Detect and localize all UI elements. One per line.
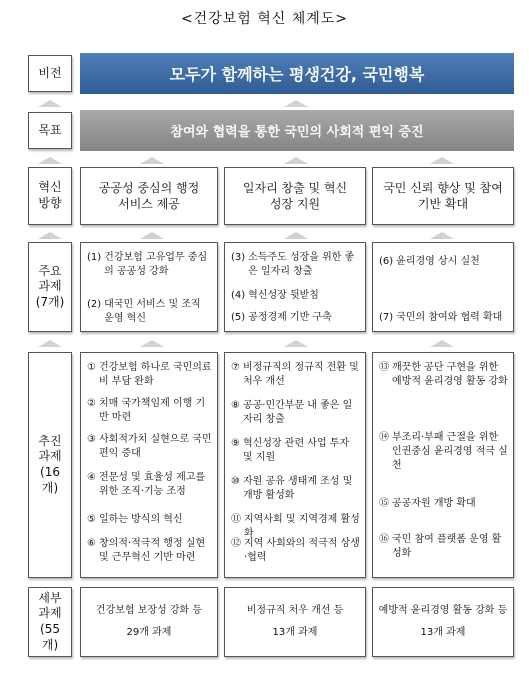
list-item bbox=[87, 513, 213, 527]
item-number: ⑩ bbox=[231, 476, 240, 487]
item-number: ⑦ bbox=[231, 362, 240, 373]
item-number: (6) bbox=[379, 256, 394, 267]
item-text: 공공자원 개방 확대 bbox=[392, 498, 476, 509]
up-arrow bbox=[430, 340, 454, 347]
detail-task-summary: 비정규직 처우 개선 등 bbox=[246, 605, 344, 616]
row-label-vision: 비전 bbox=[28, 55, 72, 92]
list-item bbox=[379, 255, 509, 269]
list-item bbox=[231, 437, 361, 465]
item-number: ⑯ bbox=[379, 534, 389, 545]
main-tasks-col-2 bbox=[224, 242, 366, 332]
item-number: ⑭ bbox=[379, 432, 389, 443]
detail-task-count: 13개 과제 bbox=[272, 627, 318, 638]
diagram-title: <건강보험 혁신 체계도> bbox=[180, 11, 349, 27]
item-number: ⑫ bbox=[231, 538, 241, 549]
up-arrow bbox=[38, 340, 62, 347]
item-text: 부조리·부패 근절을 위한 인권중심 윤리경영 적극 실천 bbox=[392, 432, 508, 471]
list-item bbox=[379, 361, 509, 389]
main-tasks-col-1 bbox=[80, 242, 218, 332]
direction-box-1: 공공성 중심의 행정 서비스 제공 bbox=[80, 167, 218, 225]
direction-box-2: 일자리 창출 및 혁신 성장 지원 bbox=[224, 167, 366, 225]
list-item bbox=[87, 537, 213, 565]
list-item bbox=[87, 471, 213, 499]
item-text: 지역사회 및 지역경제 활성화 bbox=[244, 514, 360, 539]
list-item bbox=[231, 537, 361, 565]
list-item bbox=[379, 497, 509, 511]
list-item bbox=[87, 433, 213, 461]
item-number: (2) bbox=[87, 299, 102, 310]
up-arrow bbox=[284, 340, 308, 347]
item-text: 치매 국가책임제 이행 기반 마련 bbox=[98, 398, 206, 423]
row-label-main-tasks: 주요 과제 (7개) bbox=[28, 242, 72, 332]
item-text: 윤리경영 상시 실천 bbox=[396, 256, 480, 267]
goal-banner: 참여와 협력을 통한 국민의 사회적 편익 증진 bbox=[80, 110, 514, 151]
item-number: ⑤ bbox=[87, 514, 96, 525]
up-arrow bbox=[38, 100, 62, 107]
up-arrow bbox=[140, 340, 164, 347]
item-text: 소득주도 성장을 위한 좋은 일자리 창출 bbox=[248, 252, 355, 277]
item-text: 전문성 및 효율성 제고를 위한 조직·기능 조정 bbox=[98, 472, 206, 497]
direction-box-3: 국민 신뢰 향상 및 참여 기반 확대 bbox=[372, 167, 514, 225]
item-text: 건강보험 하나로 국민의료비 부담 완화 bbox=[98, 362, 212, 387]
detail-tasks-col-3 bbox=[372, 587, 514, 657]
item-number: (5) bbox=[231, 312, 246, 323]
main-tasks-col-3 bbox=[372, 242, 514, 332]
item-number: ② bbox=[87, 398, 96, 409]
item-text: 비정규직의 정규직 전환 및 처우 개선 bbox=[242, 362, 359, 387]
item-number: ④ bbox=[87, 472, 96, 483]
detail-task-count: 29개 과제 bbox=[126, 627, 172, 638]
item-number: ⑪ bbox=[231, 514, 241, 525]
up-arrow bbox=[38, 157, 62, 164]
item-text: 대국민 서비스 및 조직 운영 혁신 bbox=[104, 299, 201, 324]
row-label-direction: 혁신 방향 bbox=[28, 167, 72, 225]
item-text: 창의적·적극적 행정 실현 및 근무혁신 기반 마련 bbox=[98, 538, 206, 563]
item-text: 공공·민간부문 내 좋은 일자리 창출 bbox=[242, 400, 353, 425]
detail-tasks-col-2 bbox=[224, 587, 366, 657]
item-text: 공정경제 기반 구축 bbox=[248, 312, 332, 323]
up-arrow bbox=[284, 100, 308, 107]
promotion-tasks-col-1 bbox=[80, 352, 218, 578]
item-number: ⑨ bbox=[231, 438, 240, 449]
item-text: 혁신성장 뒷받침 bbox=[248, 290, 319, 301]
item-number: ⑥ bbox=[87, 538, 96, 549]
item-number: (1) bbox=[87, 252, 102, 263]
up-arrow bbox=[38, 232, 62, 239]
list-item bbox=[231, 311, 361, 325]
row-label-goal: 목표 bbox=[28, 112, 72, 149]
list-item bbox=[231, 289, 361, 303]
up-arrow bbox=[430, 232, 454, 239]
detail-task-summary: 건강보험 보장성 강화 등 bbox=[95, 605, 203, 616]
up-arrow bbox=[284, 157, 308, 164]
item-text: 깨끗한 공단 구현을 위한 예방적 윤리경영 활동 강화 bbox=[392, 362, 508, 387]
item-number: ⑬ bbox=[379, 362, 389, 373]
item-text: 사회적가치 실현으로 국민 편익 증대 bbox=[98, 434, 212, 459]
item-number: ⑮ bbox=[379, 498, 389, 509]
item-number: ③ bbox=[87, 434, 96, 445]
up-arrow bbox=[140, 232, 164, 239]
item-number: (7) bbox=[379, 312, 394, 323]
item-number: ① bbox=[87, 362, 96, 373]
detail-tasks-col-1 bbox=[80, 587, 218, 657]
item-number: ⑧ bbox=[231, 400, 240, 411]
list-item bbox=[379, 533, 509, 561]
detail-task-count: 13개 과제 bbox=[420, 627, 466, 638]
item-number: (4) bbox=[231, 290, 246, 301]
promotion-tasks-col-3 bbox=[372, 352, 514, 578]
item-text: 건강보험 고유업무 중심의 공공성 강화 bbox=[104, 252, 208, 277]
list-item bbox=[87, 251, 213, 279]
item-text: 자원 공유 생태계 조성 및 개방 활성화 bbox=[242, 476, 353, 501]
list-item bbox=[231, 361, 361, 389]
item-text: 혁신성장 관련 사업 투자 및 지원 bbox=[242, 438, 350, 463]
up-arrow bbox=[140, 157, 164, 164]
list-item bbox=[231, 251, 361, 279]
list-item bbox=[87, 361, 213, 389]
promotion-tasks-col-2 bbox=[224, 352, 366, 578]
item-text: 국민의 참여와 협력 확대 bbox=[396, 312, 503, 323]
detail-task-summary: 예방적 윤리경영 활동 강화 등 bbox=[378, 605, 508, 616]
vision-banner: 모두가 함께하는 평생건강, 국민행복 bbox=[80, 53, 514, 94]
item-text: 지역 사회와의 적극적 상생·협력 bbox=[244, 538, 360, 563]
list-item bbox=[87, 397, 213, 425]
up-arrow bbox=[284, 232, 308, 239]
row-label-detail-tasks: 세부 과제 (55개) bbox=[28, 587, 72, 657]
row-label-promotion-tasks: 추진 과제 (16개) bbox=[28, 352, 72, 578]
list-item bbox=[231, 475, 361, 503]
list-item bbox=[231, 399, 361, 427]
list-item bbox=[379, 311, 509, 325]
item-number: (3) bbox=[231, 252, 246, 263]
list-item bbox=[87, 298, 213, 326]
item-text: 일하는 방식의 혁신 bbox=[98, 514, 183, 525]
item-text: 국민 참여 플랫폼 운영 활성화 bbox=[392, 534, 502, 559]
list-item bbox=[379, 431, 509, 473]
up-arrow bbox=[430, 157, 454, 164]
